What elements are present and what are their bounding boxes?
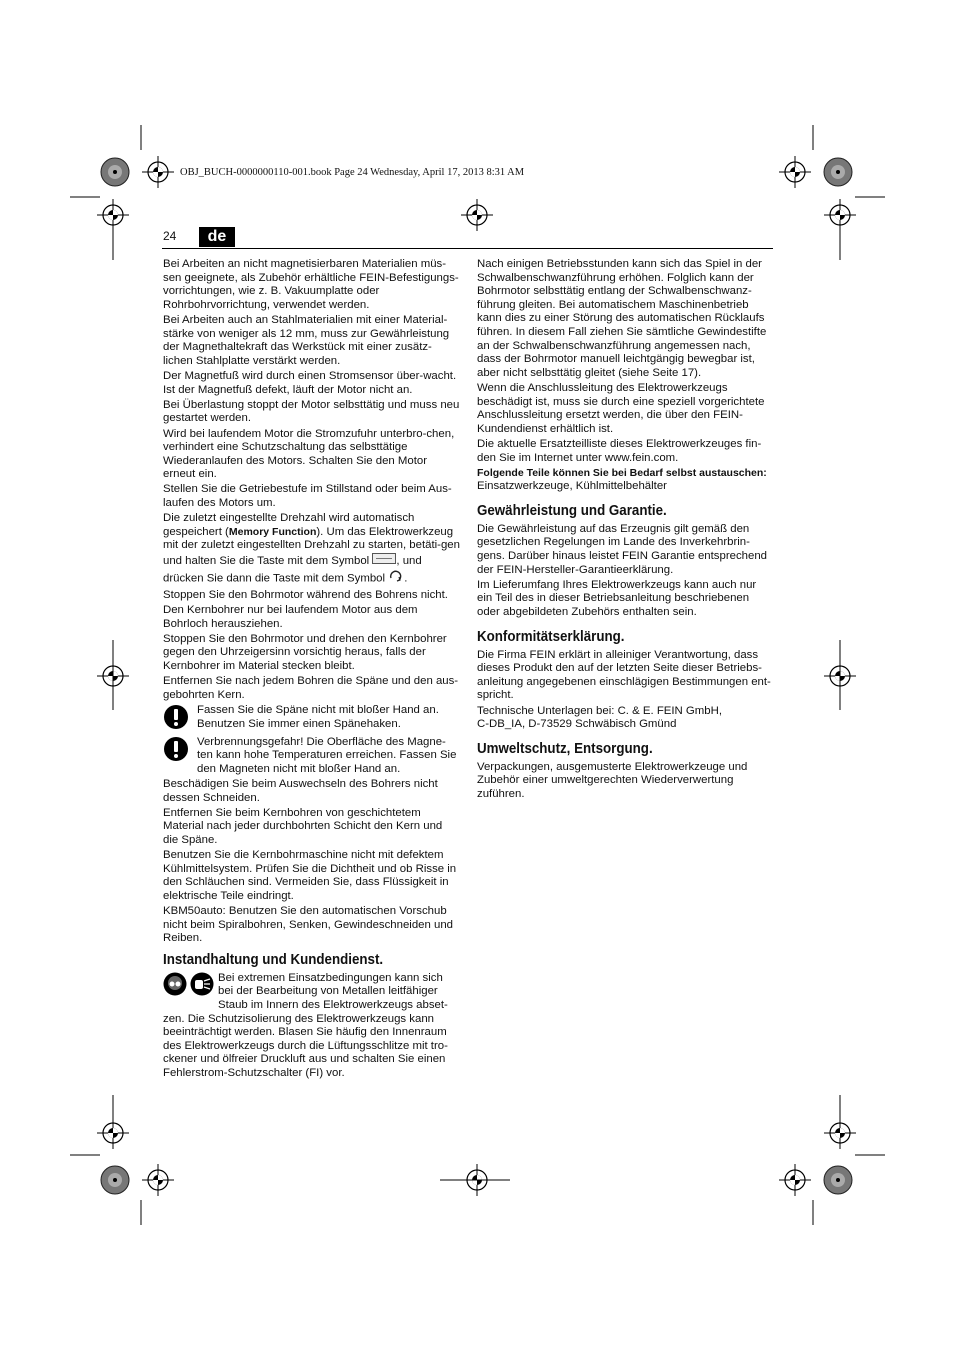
parts-heading: Folgende Teile können Sie bei Bedarf selbst austauschen: — [477, 466, 767, 479]
paragraph: Beschädigen Sie beim Auswechseln des Bohrers nicht dessen Schneiden. — [163, 777, 438, 804]
parts-list: Einsatzwerkzeuge, Kühlmittelbehälter — [477, 480, 667, 493]
section-heading: Gewährleistung und Garantie. — [477, 502, 667, 519]
warning-text: Fassen Sie die Späne nicht mit bloßer Hand an. Benutzen Sie immer einen Spänehaken. — [197, 703, 439, 730]
paragraph: Benutzen Sie die Kernbohrmaschine nicht mit defektem Kühlmittelsystem. Prüfen Sie die Dichtheit und ob Risse in den Schläuchen sind. Vermeiden Sie, dass Flüssigkeit in elektrische Teile eindringt. — [163, 849, 457, 902]
section-heading: Konformitätserklärung. — [477, 628, 625, 645]
paragraph-memory-function — [163, 512, 460, 587]
section-heading: Umweltschutz, Entsorgung. — [477, 740, 653, 757]
section-heading: Instandhaltung und Kundendienst. — [163, 951, 384, 968]
paragraph: Stoppen Sie den Bohrmotor während des Bohrens nicht. — [163, 588, 448, 601]
paragraph: Bei Arbeiten auch an Stahlmaterialien mit einer Material-stärke von weniger als 12 mm, muss zur Gewährleistung der Magnethaltekraft das Werkstück mit einer zusätz-lichen Stahlplatte verstärkt werden. — [163, 313, 450, 367]
paragraph: Wenn die Anschlussleitung des Elektrowerkzeugs beschädigt ist, muss sie durch eine speziell vorgerichtete Anschlussleitung ersetzt werden, die über den FEIN-Kundendienst erhältlich ist. — [477, 381, 765, 435]
paragraph: Den Kernbohrer nur bei laufendem Motor aus dem Bohrloch herausziehen. — [163, 604, 418, 630]
protection-icons — [163, 972, 215, 1000]
paragraph: Verpackungen, ausgemusterte Elektrowerkzeuge und Zubehör einer umweltgerechten Wiederverwertung zuführen. — [477, 760, 748, 800]
text: . — [404, 571, 408, 584]
paragraph: Bei extremen Einsatzbedingungen kann sich bei der Bearbeitung von Metallen leitfähiger Staub im Innern des Elektrowerkzeugs abset-zen. Die Schutzisolierung des Elektrowerkzeugs kann beeinträchtigt werden. Blasen Sie häufig den Innenraum des Elektrowerkzeugs durch die Lüftungsschlitze mit tro-ckener und ölfreier Druckluft aus und schalten Sie einen Fehlerstrom-Schutzschalter (FI) vor. — [163, 971, 448, 1079]
memory-function-label: Memory Function — [228, 525, 317, 538]
address-line: C-DB_IA, D-73529 Schwäbisch Gmünd — [477, 718, 677, 731]
print-slug: OBJ_BUCH-0000000110-001.book Page 24 Wednesday, April 17, 2013 8:31 AM — [180, 167, 525, 178]
memory-key-icon — [372, 553, 396, 569]
address-line: Technische Unterlagen bei: C. & E. FEIN GmbH, — [477, 704, 722, 717]
header-rule — [162, 248, 773, 249]
warning-icon — [163, 736, 197, 767]
paragraph: Entfernen Sie beim Kernbohren von geschichtetem Material nach jeder durchbohrten Schicht den Kern und die Späne. — [163, 806, 443, 846]
paragraph: Die aktuelle Ersatzteilliste dieses Elektrowerkzeuges fin-den Sie im Internet unter www.fein.com. — [477, 437, 762, 464]
paragraph: Nach einigen Betriebsstunden kann sich das Spiel in der Schwalbenschwanzführung erhöhen. Folglich kann der Bohrmotor selbsttätig entlang der Schwalbenschwanz-führung gleiten. Bei automatischem Maschinenbetrieb kann dies zu einer Störung des automatischen Rücklaufs führen. In diesem Fall ziehen Sie sämtliche Gewindestifte an der Schwalbenschwanzführung angemessen nach, dass der Bohrmotor manuell leichtgängig bewegbar ist, aber nicht selbsttätig gleitet (siehe Seite 17). — [477, 258, 767, 379]
page-number: 24 — [163, 229, 177, 243]
paragraph: Die Firma FEIN erklärt in alleiniger Verantwortung, dass dieses Produkt den auf der letzten Seite dieser Betriebs-anleitung angegebenen einschlägigen Bestimmungen ent-spricht. — [477, 648, 771, 702]
paragraph-parts — [477, 467, 774, 494]
rotation-icon — [388, 569, 404, 588]
warning-notice — [163, 736, 460, 777]
paragraph: Bei Arbeiten an nicht magnetisierbaren Materialien müs-sen geeignete, als Zubehör erhältliche FEIN-Befestigungs-vorrichtungen, wie z. B. Vakuumplatte oder Rohrbohrvorrichtung, verwendet werden. — [163, 258, 459, 311]
paragraph: Im Lieferumfang Ihres Elektrowerkzeugs kann auch nur ein Teil des in dieser Betriebsanleitung beschriebenen oder abgebildeten Zubehörs enthalten sein. — [477, 578, 757, 619]
paragraph: Entfernen Sie nach jedem Bohren die Späne und den aus-gebohrten Kern. — [163, 675, 459, 701]
paragraph: Wird bei laufendem Motor die Stromzufuhr unterbro-chen, verhindert eine Schutzschaltung das selbsttätige Wiederanlaufen des Motors. Schalten Sie den Motor erneut ein. — [163, 427, 455, 481]
left-column — [163, 258, 460, 1082]
warning-text: Verbrennungsgefahr! Die Oberfläche des Magne-ten kann hohe Temperaturen erreichen. Fassen Sie den Magneten nicht mit bloßer Hand an. — [197, 735, 457, 775]
ear-protection-icon — [191, 972, 214, 995]
text: Die zuletzt eingestellte Drehzahl wird automatisch gespeichert ( — [163, 512, 415, 538]
paragraph: Die Gewährleistung auf das Erzeugnis gilt gemäß den gesetzlichen Regelungen im Lande des Inverkehrbrin-gens. Darüber hinaus leistet FEIN Garantie entsprechend der FEIN-Hersteller-Garantieerklärung. — [477, 522, 767, 576]
language-badge: de — [199, 227, 235, 247]
paragraph: KBM50auto: Benutzen Sie den automatischen Vorschub nicht beim Spiralbohren, Senken, Gewindeschneiden und Reiben. — [163, 905, 454, 945]
paragraph: Stoppen Sie den Bohrmotor und drehen den Kernbohrer gegen den Uhrzeigersinn vorsichtig heraus, falls der Kernbohrer im Material stecken bleibt. — [163, 632, 447, 672]
paragraph: Stellen Sie die Getriebestufe im Stillstand oder beim Aus-laufen des Motors um. — [163, 483, 452, 510]
eye-protection-icon — [164, 972, 187, 995]
paragraph-address — [477, 705, 774, 732]
maintenance-block — [163, 972, 460, 1081]
text: , und drücken Sie dann die Taste mit dem Symbol — [163, 554, 422, 584]
warning-notice — [163, 704, 460, 735]
right-column — [477, 258, 774, 803]
warning-icon — [163, 704, 197, 735]
paragraph: Der Magnetfuß wird durch einen Stromsensor über-wacht. Ist der Magnetfuß defekt, läuft der Motor nicht an. — [163, 369, 457, 396]
paragraph: Bei Überlastung stoppt der Motor selbsttätig und muss neu gestartet werden. — [163, 398, 460, 425]
text: ). Um das Elektrowerkzeug mit der zuletzt eingestellten Drehzahl zu starten, betäti-gen und halten Sie die Taste mit dem Symbol — [163, 525, 460, 567]
